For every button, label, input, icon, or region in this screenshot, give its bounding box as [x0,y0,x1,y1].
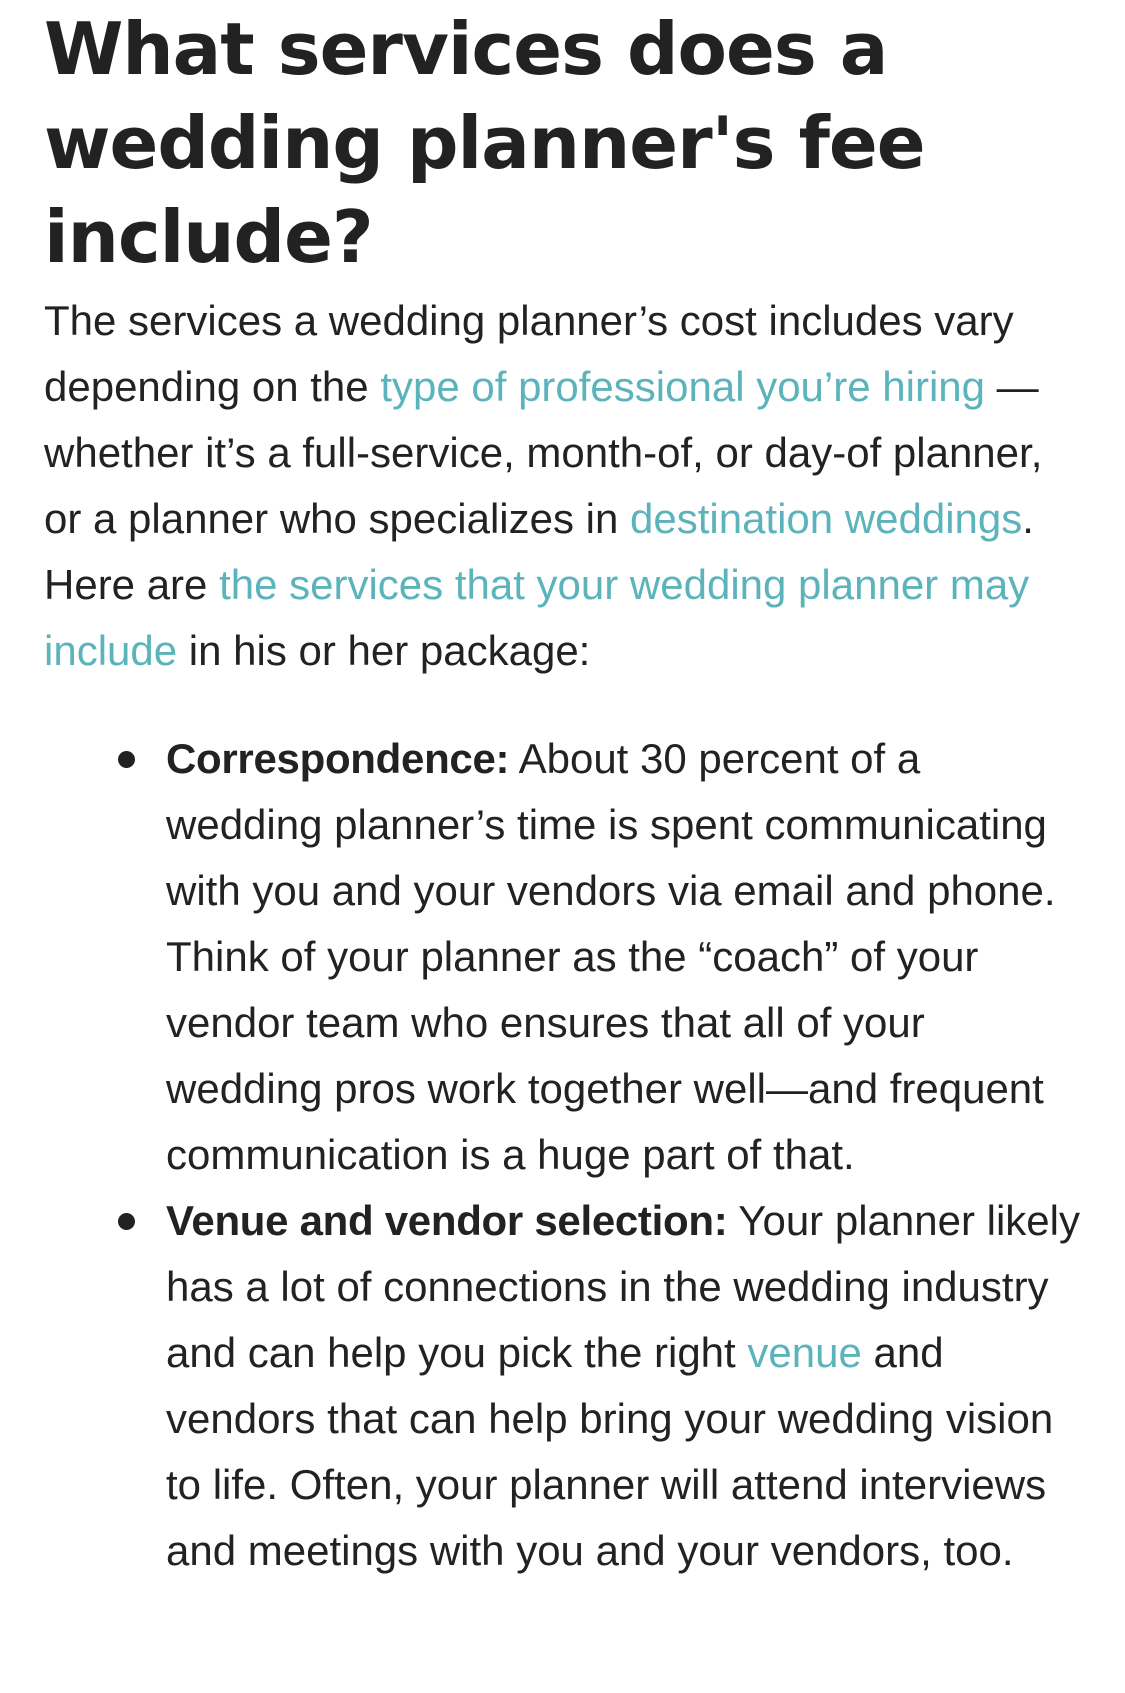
venue-link[interactable]: venue [747,1329,862,1376]
intro-paragraph [44,288,1081,684]
bullet-icon [118,1213,135,1230]
destination-weddings-link[interactable]: destination weddings [630,495,1023,542]
services-list [44,726,1081,1584]
page-title: What services does a wedding planner's fee include? [44,7,925,279]
intro-text-3: . Here are [44,495,1034,608]
list-item-text: About 30 percent of a wedding planner’s time is spent communicating with you and your vendors via email and phone. Think of your planner as the “coach” of your vendor team who ensures that all of your wedding pros work together well—and frequent communication is a huge part of that. [166,735,1056,1178]
services-link[interactable]: the services that your wedding planner may include [44,561,1030,674]
list-item-text: Your planner likely has a lot of connections in the wedding industry and can help you pick the right [166,1197,1080,1376]
list-item-title: Venue and vendor selection: [166,1197,728,1244]
list-item-title: Correspondence: [166,735,510,782]
professional-type-link[interactable]: type of professional you’re hiring [380,363,985,410]
bullet-icon [118,751,135,768]
intro-text-2: — whether it’s a full-service, month-of, or day-of planner, or a planner who specializes in [44,363,1043,542]
intro-text-4: in his or her package: [177,627,591,674]
intro-text-1: The services a wedding planner’s cost includes vary depending on the [44,297,1014,410]
list-item-text: and vendors that can help bring your wedding vision to life. Often, your planner will attend interviews and meetings with you and your vendors, too. [166,1329,1054,1574]
list-item-correspondence [166,726,1081,1188]
list-item-venue-vendor-selection [166,1188,1081,1584]
